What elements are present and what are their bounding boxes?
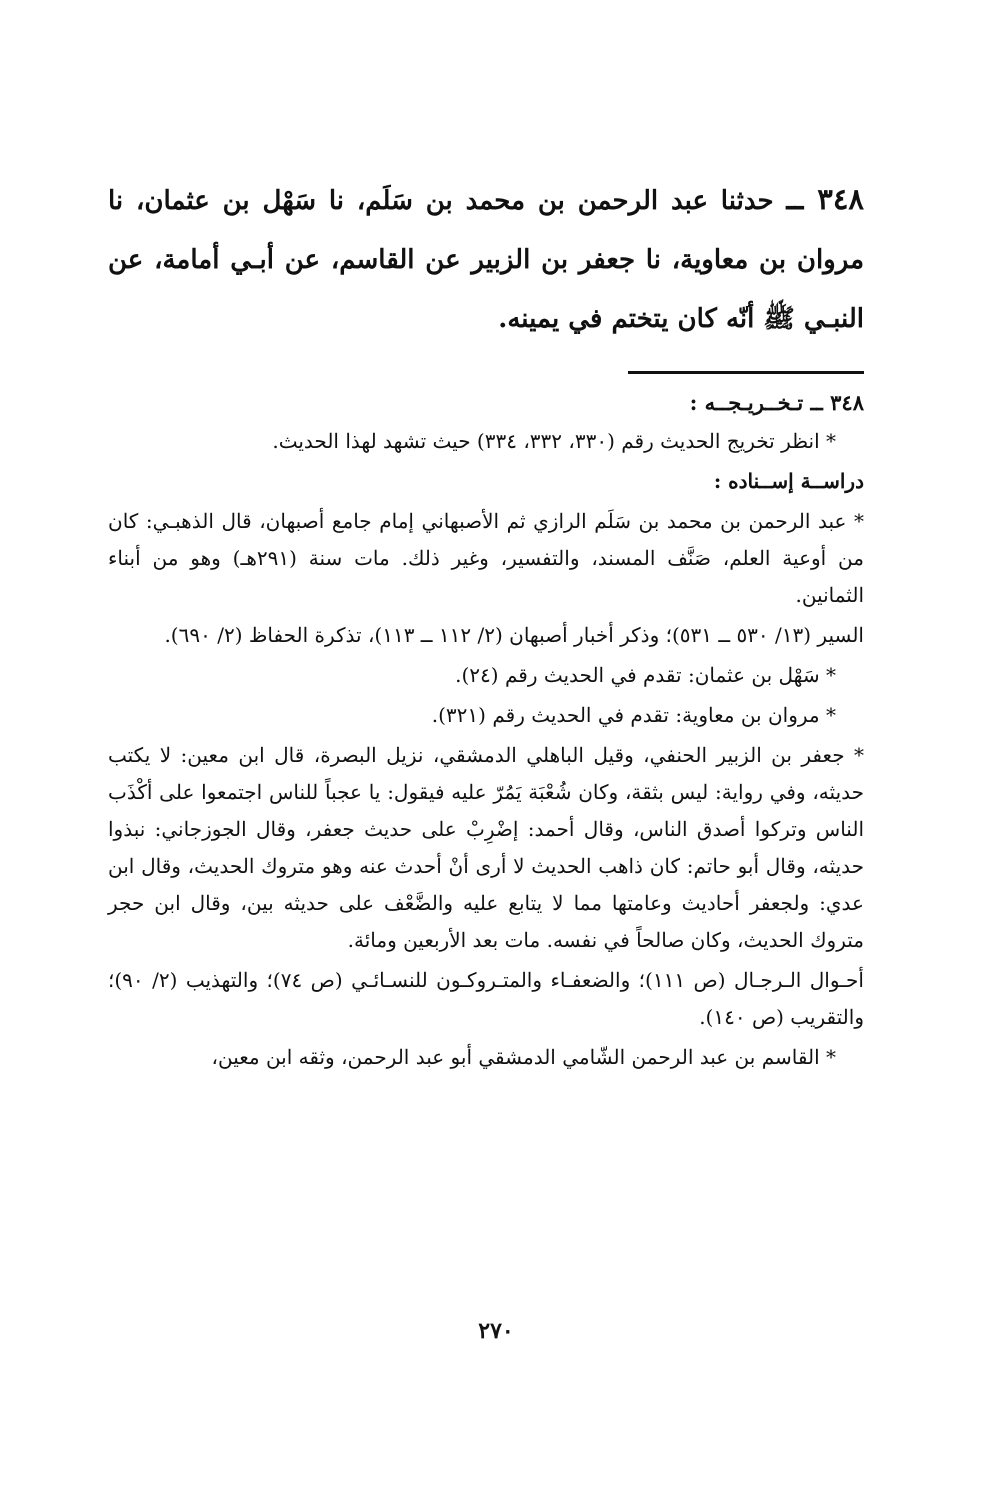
hadith-body: حدثنا عبد الرحمن بن محمد بن سَلَم، نا سَهْل بن عثمان، نا مروان بن معاوية، نا جعفر بن الزبير عن القاسم، عن أبـي أمامة، عن النبـي ﷺ أنّه كان يتختم في يمينه.	[108, 186, 864, 334]
hadith-number: ٣٤٨ ــ	[786, 182, 865, 216]
narrator-jafar: * جعفر بن الزبير الحنفي، وقيل الباهلي الدمشقي، نزيل البصرة، قال ابن معين: لا يكتب حديثه، وفي رواية: ليس بثقة، وكان شُعْبَة يَمُرّ عليه فيقول: يا عجباً للناس اجتمعوا على أكْذَب الناس وتركوا أصدق الناس، وقال أحمد: إضْرِبْ على حديث جعفر، وقال الجوزجاني: نبذوا حديثه، وقال أبو حاتم: كان ذاهب الحديث لا أرى أنْ أحدث عنه وهو متروك الحديث، وقال ابن عدي: ولجعفر أحاديث وعامتها مما لا يتابع عليه والضَّعْف على حديثه بين، وقال ابن حجر متروك الحديث، وكان صالحاً في نفسه. مات بعد الأربعين ومائة.	[108, 743, 864, 952]
narrator-qasim: * القاسم بن عبد الرحمن الشّامي الدمشقي أبو عبد الرحمن، وثقه ابن معين،	[211, 1045, 836, 1069]
page-number: ٢٧٠	[478, 1318, 514, 1344]
dirasa-heading: دراســة إســناده :	[713, 469, 864, 493]
footnotes	[108, 384, 864, 1076]
narrator-marwan: * مروان بن معاوية: تقدم في الحديث رقم (٣٢١).	[431, 703, 836, 727]
takhrij-line: * انظر تخريج الحديث رقم (٣٣٠، ٣٣٢، ٣٣٤) حيث تشهد لهذا الحديث.	[272, 429, 836, 453]
narrator-sahl: * سَهْل بن عثمان: تقدم في الحديث رقم (٢٤).	[455, 663, 836, 687]
narrator-jafar-refs: أحـوال الـرجـال (ص ١١١)؛ والضعفـاء والمتـروكـون للنسـائـي (ص ٧٤)؛ والتهذيب (٢/ ٩٠)؛ والتقريب (ص ١٤٠).	[108, 968, 864, 1029]
narrator-abdulrahman-refs: السير (١٣/ ٥٣٠ ــ ٥٣١)؛ وذكر أخبار أصبهان (٢/ ١١٢ ــ ١١٣)، تذكرة الحفاظ (٢/ ٦٩٠).	[164, 623, 864, 647]
narrator-abdulrahman: * عبد الرحمن بن محمد بن سَلَم الرازي ثم الأصبهاني إمام جامع أصبهان، قال الذهبـي: كان من أوعية العلم، صَنَّف المسند، والتفسير، وغير ذلك. مات سنة (٢٩١هـ) وهو من أبناء الثمانين.	[108, 509, 864, 607]
footnote-divider	[628, 371, 864, 374]
hadith-text	[108, 170, 864, 349]
page-body	[108, 170, 864, 1079]
takhrij-heading: ٣٤٨ ــ تـخــريـجــه :	[689, 390, 864, 415]
